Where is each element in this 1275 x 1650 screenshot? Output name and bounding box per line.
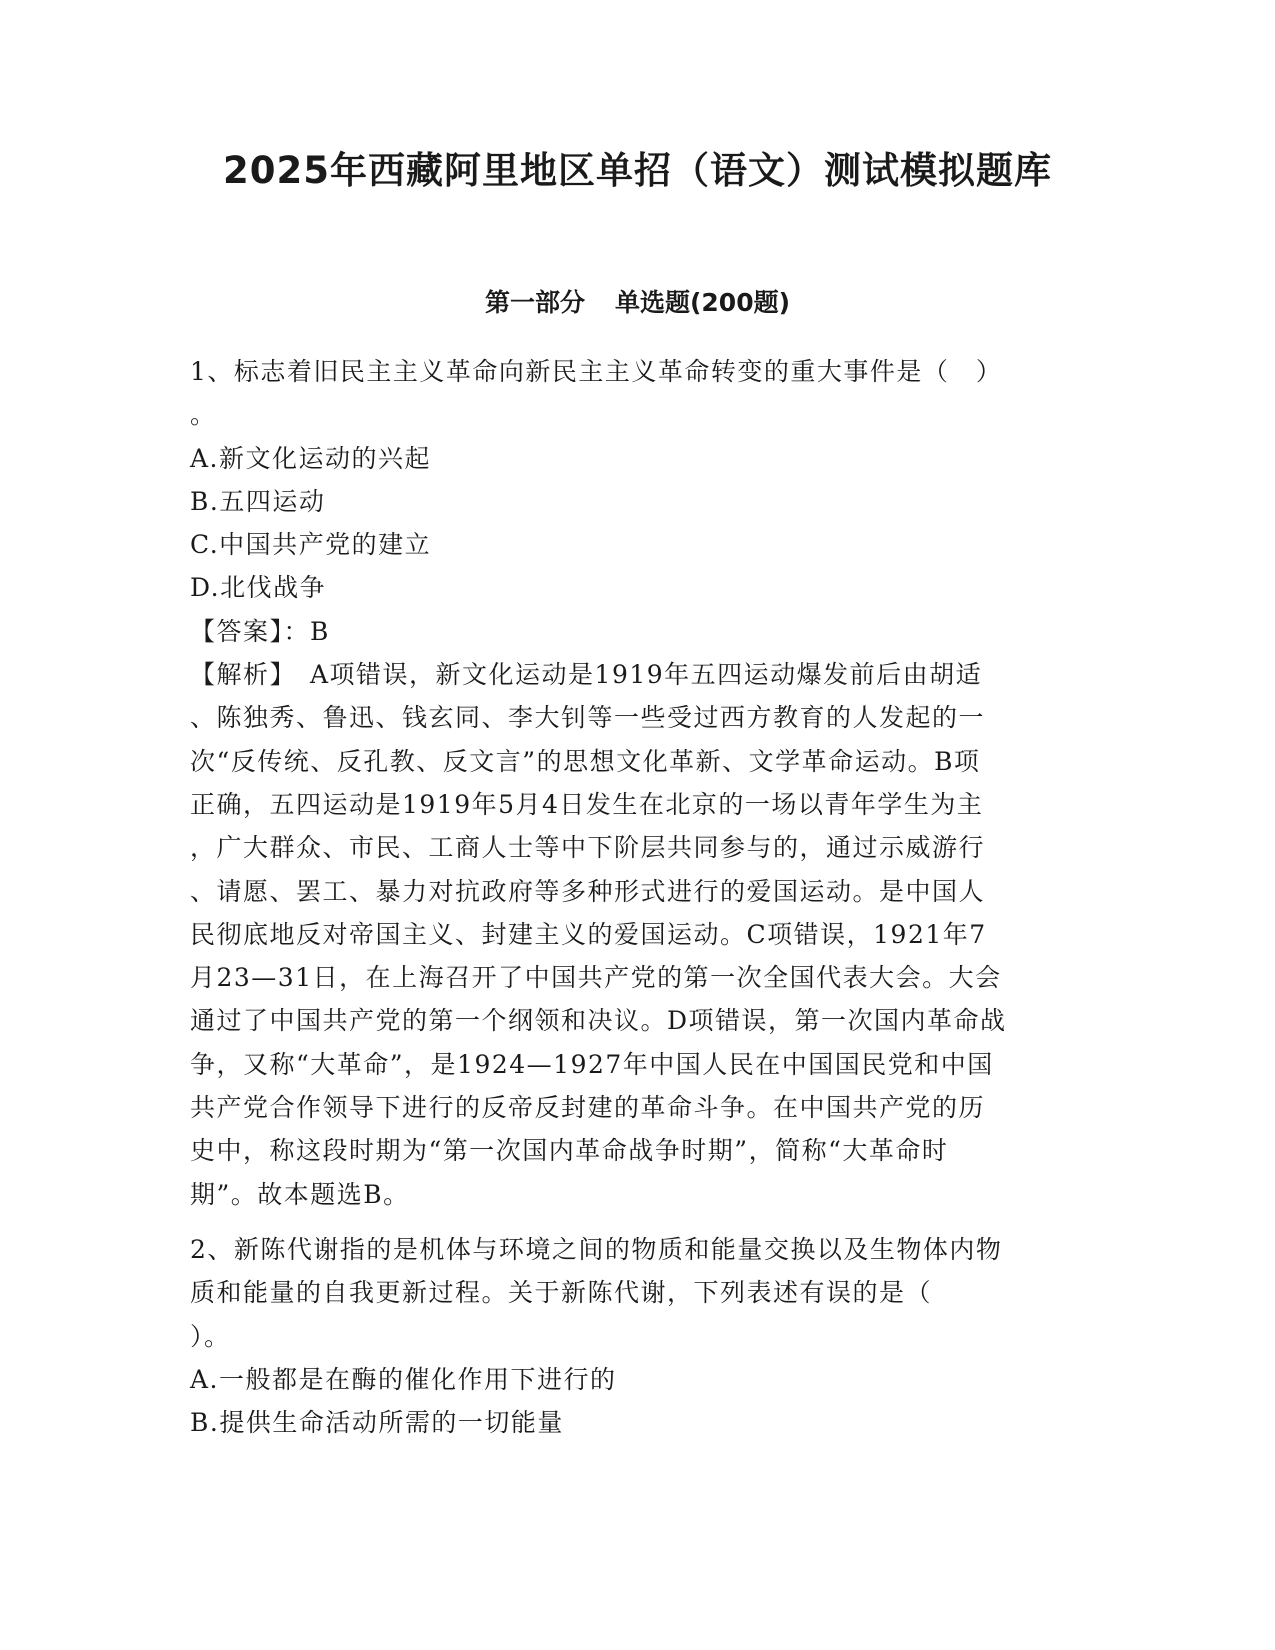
analysis-line: 次“反传统、反孔教、反文言”的思想文化革新、文学革命运动。B项 bbox=[190, 746, 981, 776]
question-2 bbox=[190, 1228, 1080, 1444]
analysis-line: 期”。故本题选B。 bbox=[190, 1179, 410, 1209]
analysis-line: 史中，称这段时期为“第一次国内革命战争时期”，简称“大革命时 bbox=[190, 1136, 949, 1166]
section-label: 第一部分 bbox=[484, 288, 585, 317]
question-stem-line: 质和能量的自我更新过程。关于新陈代谢，下列表述有误的是（ bbox=[190, 1278, 933, 1308]
analysis-line: 、请愿、罢工、暴力对抗政府等多种形式进行的爱国运动。是中国人 bbox=[190, 876, 986, 906]
question-1 bbox=[190, 350, 1080, 1216]
analysis-line: 民彻底地反对帝国主义、封建主义的爱国运动。C项错误，1921年7 bbox=[190, 919, 987, 949]
analysis-line: 正确，五四运动是1919年5月4日发生在北京的一场以青年学生为主 bbox=[190, 789, 984, 819]
option-d: D.北伐战争 bbox=[190, 573, 327, 603]
option-b: B.提供生命活动所需的一切能量 bbox=[190, 1408, 564, 1438]
section-heading bbox=[0, 286, 1275, 320]
option-a: A.新文化运动的兴起 bbox=[190, 443, 432, 473]
document-title: 2025年西藏阿里地区单招（语文）测试模拟题库 bbox=[223, 149, 1052, 192]
analysis-line: 月23—31日，在上海召开了中国共产党的第一次全国代表大会。大会 bbox=[190, 963, 1002, 993]
answer-line: 【答案】：B bbox=[190, 616, 330, 646]
analysis-line: 争，又称“大革命”，是1924—1927年中国人民在中国国民党和中国 bbox=[190, 1049, 994, 1079]
question-stem-line: 2、新陈代谢指的是机体与环境之间的物质和能量交换以及生物体内物 bbox=[190, 1234, 1003, 1264]
question-stem-line: 。 bbox=[190, 400, 217, 430]
question-stem-line: 1、标志着旧民主主义革命向新民主主义革命转变的重大事件是（ ） bbox=[190, 357, 1003, 386]
option-a: A.一般都是在酶的催化作用下进行的 bbox=[190, 1364, 617, 1394]
analysis-line: 通过了中国共产党的第一个纲领和决议。D项错误，第一次国内革命战 bbox=[190, 1006, 1007, 1036]
question-stem-line: ）。 bbox=[190, 1321, 231, 1351]
question-list bbox=[190, 350, 1080, 1444]
analysis-line: 【解析】 A项错误，新文化运动是1919年五四运动爆发前后由胡适 bbox=[190, 660, 983, 690]
analysis-line: ，广大群众、市民、工商人士等中下阶层共同参与的，通过示威游行 bbox=[190, 833, 986, 863]
option-b: B.五四运动 bbox=[190, 486, 326, 516]
section-title: 单选题(200题) bbox=[614, 288, 791, 317]
option-c: C.中国共产党的建立 bbox=[190, 530, 432, 560]
analysis-line: 、陈独秀、鲁迅、钱玄同、李大钊等一些受过西方教育的人发起的一 bbox=[190, 703, 986, 733]
analysis-line: 共产党合作领导下进行的反帝反封建的革命斗争。在中国共产党的历 bbox=[190, 1093, 986, 1123]
